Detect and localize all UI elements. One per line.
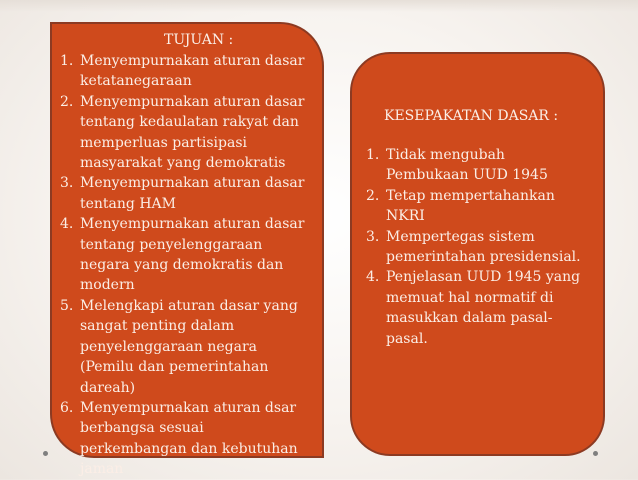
bullet-dot-right xyxy=(593,451,598,456)
list-item-number: 3. xyxy=(60,175,74,192)
list-item-line: sangat penting dalam xyxy=(80,318,235,335)
list-item-line: masukkan dalam pasal- xyxy=(386,310,553,327)
list-item-line: Menyempurnakan aturan dasar xyxy=(80,93,305,110)
list-item-line: Tidak mengubah xyxy=(386,147,505,163)
list-item-line: pemerintahan presidensial. xyxy=(386,249,581,266)
list-item-line: masyarakat yang demokratis xyxy=(80,155,286,172)
list-item xyxy=(60,51,315,92)
list-item-line: penyelenggaraan negara xyxy=(80,338,258,355)
list-item-line: jaman xyxy=(80,461,124,478)
bullet-dot-left xyxy=(43,451,48,456)
kesepakatan-box xyxy=(350,52,605,456)
list-item-line: Menyempurnakan aturan dasar xyxy=(80,53,305,69)
list-item-line: perkembangan dan kebutuhan xyxy=(80,440,298,457)
list-item-line: Melengkapi aturan dasar yang xyxy=(80,297,298,314)
list-item-line: pasal. xyxy=(386,330,428,347)
list-item-line: Menyempurnakan aturan dasar xyxy=(80,175,305,192)
list-item-line: ketatanegaraan xyxy=(80,73,192,90)
list-item-number: 1. xyxy=(366,147,380,163)
tujuan-box xyxy=(50,22,324,478)
list-item-line: tentang HAM xyxy=(80,195,176,212)
list-item-line: Menyempurnakan aturan dasar xyxy=(80,216,305,233)
list-item-line: Menyempurnakan aturan dsar xyxy=(80,399,297,416)
list-item-line: memuat hal normatif di xyxy=(386,289,554,306)
kesepakatan-title: KESEPAKATAN DASAR : xyxy=(384,108,559,124)
list-item xyxy=(60,296,315,398)
list-item-line: memperluas partisipasi xyxy=(80,134,247,151)
tujuan-list xyxy=(60,51,315,480)
list-item-line: modern xyxy=(80,277,135,294)
list-item xyxy=(366,186,596,227)
list-item xyxy=(366,267,596,349)
list-item-line: (Pemilu dan pemerintahan xyxy=(80,359,269,376)
list-item-line: NKRI xyxy=(386,208,425,225)
tujuan-title: TUJUAN : xyxy=(164,32,234,48)
list-item-line: dareah) xyxy=(80,379,136,396)
list-item-line: tentang kedaulatan rakyat dan xyxy=(80,114,299,131)
list-item xyxy=(60,398,315,480)
list-item-line: Penjelasan UUD 1945 yang xyxy=(386,269,581,286)
list-item-number: 4. xyxy=(366,269,380,286)
list-item xyxy=(366,227,596,268)
list-item xyxy=(60,92,315,174)
list-item xyxy=(60,214,315,296)
list-item-number: 2. xyxy=(366,187,380,204)
top-shade xyxy=(0,0,638,12)
list-item-line: negara yang demokratis dan xyxy=(80,257,284,274)
list-item xyxy=(366,145,596,186)
list-item-line: Tetap mempertahankan xyxy=(386,187,555,204)
list-item-line: Mempertegas sistem xyxy=(386,228,535,245)
list-item-number: 2. xyxy=(60,93,74,110)
list-item-line: berbangsa sesuai xyxy=(80,420,204,437)
list-item-line: tentang penyelenggaraan xyxy=(80,236,263,253)
kesepakatan-list xyxy=(366,145,596,349)
list-item xyxy=(60,173,315,214)
list-item-number: 1. xyxy=(60,53,74,69)
list-item-number: 5. xyxy=(60,297,74,314)
list-item-number: 4. xyxy=(60,216,74,233)
list-item-number: 6. xyxy=(60,399,74,416)
list-item-line: Pembukaan UUD 1945 xyxy=(386,167,548,184)
list-item-number: 3. xyxy=(366,228,380,245)
